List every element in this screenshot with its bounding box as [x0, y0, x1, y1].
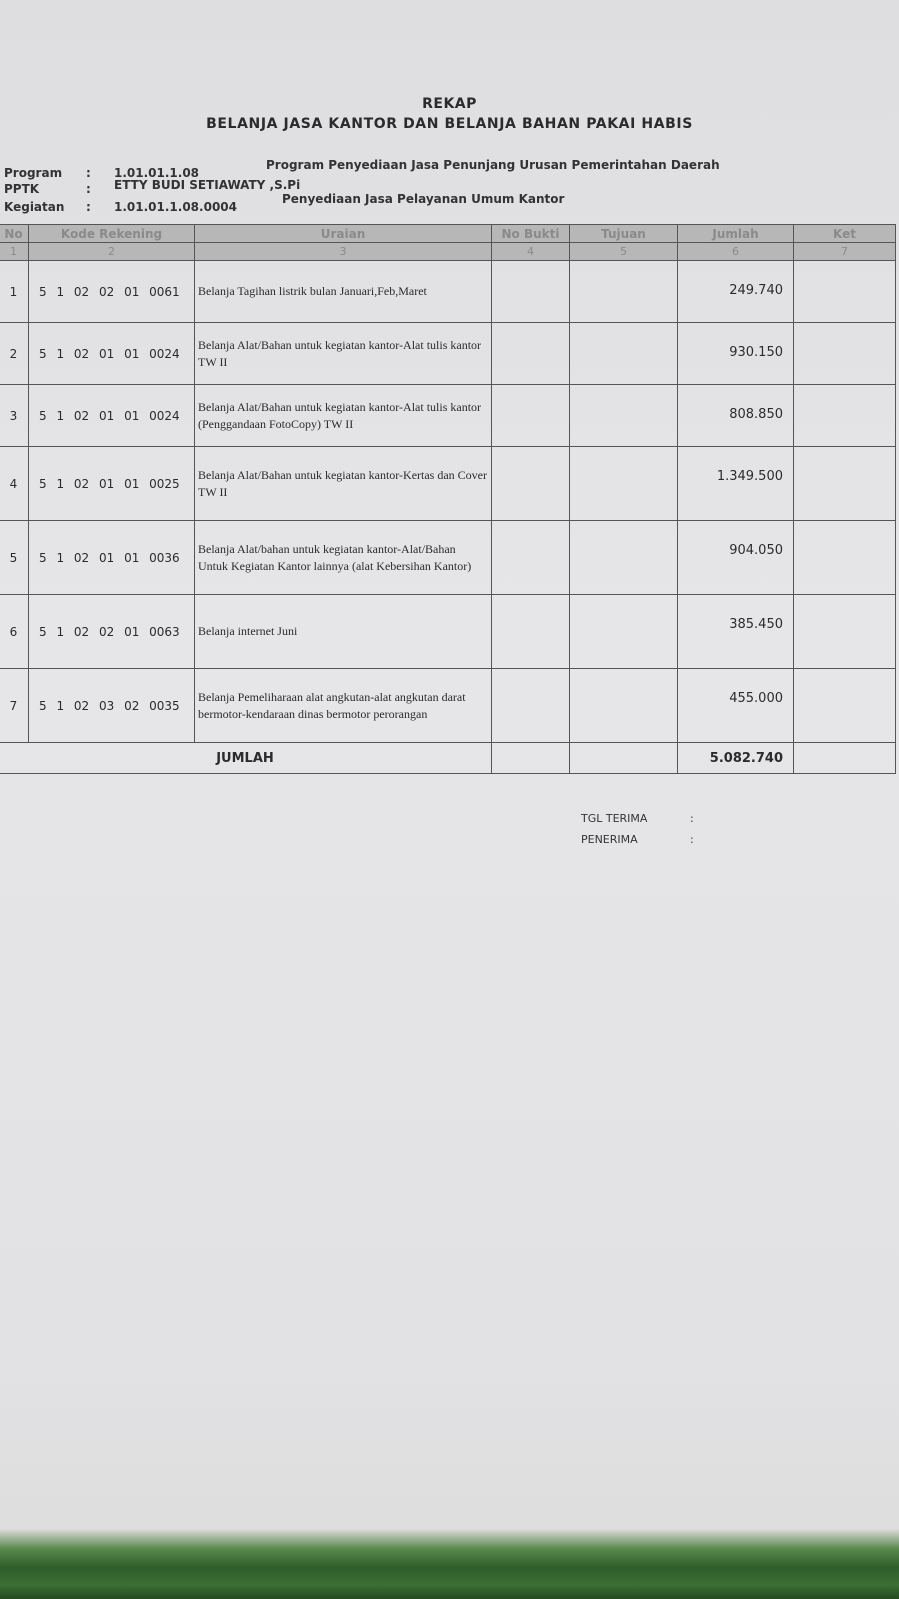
tgl-terima-colon: :	[690, 812, 694, 825]
col-number: 5	[570, 243, 678, 261]
row-uraian: Belanja Pemeliharaan alat angkutan-alat angkutan darat bermotor-kendaraan dinas bermotor perorangan	[195, 669, 492, 743]
row-no: 2	[0, 323, 29, 385]
col-header-jumlah: Jumlah	[678, 225, 794, 243]
row-no: 1	[0, 261, 29, 323]
col-header-ket: Ket	[794, 225, 896, 243]
total-label: JUMLAH	[0, 743, 492, 774]
total-nobukti	[492, 743, 570, 774]
penerima-colon: :	[690, 833, 694, 846]
row-tujuan	[570, 447, 678, 521]
col-number: 6	[678, 243, 794, 261]
row-no: 6	[0, 595, 29, 669]
rekap-table	[0, 224, 896, 774]
row-ket	[794, 385, 896, 447]
document-subtitle: BELANJA JASA KANTOR DAN BELANJA BAHAN PAKAI HABIS	[206, 116, 693, 132]
row-kode: 5 1 02 01 01 0025	[29, 447, 195, 521]
row-uraian: Belanja Alat/bahan untuk kegiatan kantor-Alat/Bahan Untuk Kegiatan Kantor lainnya (alat Kebersihan Kantor)	[195, 521, 492, 595]
row-nobukti	[492, 447, 570, 521]
col-header-nobukti: No Bukti	[492, 225, 570, 243]
row-tujuan	[570, 669, 678, 743]
row-ket	[794, 261, 896, 323]
row-kode: 5 1 02 01 01 0036	[29, 521, 195, 595]
row-jumlah: 1.349.500	[678, 447, 794, 521]
row-tujuan	[570, 595, 678, 669]
kegiatan-colon: :	[86, 200, 91, 214]
row-nobukti	[492, 323, 570, 385]
kegiatan-code: 1.01.01.1.08.0004	[114, 200, 237, 214]
row-nobukti	[492, 385, 570, 447]
total-row	[0, 743, 896, 774]
row-jumlah: 455.000	[678, 669, 794, 743]
row-tujuan	[570, 385, 678, 447]
table-row	[0, 323, 896, 385]
program-colon: :	[86, 166, 91, 180]
row-tujuan	[570, 521, 678, 595]
row-nobukti	[492, 521, 570, 595]
row-uraian: Belanja internet Juni	[195, 595, 492, 669]
row-ket	[794, 669, 896, 743]
row-nobukti	[492, 595, 570, 669]
col-number: 7	[794, 243, 896, 261]
program-code: 1.01.01.1.08	[114, 166, 200, 180]
row-jumlah: 385.450	[678, 595, 794, 669]
row-no: 7	[0, 669, 29, 743]
kegiatan-desc: Penyediaan Jasa Pelayanan Umum Kantor	[282, 192, 565, 206]
col-header-uraian: Uraian	[195, 225, 492, 243]
row-no: 3	[0, 385, 29, 447]
row-uraian: Belanja Alat/Bahan untuk kegiatan kantor-Kertas dan Cover TW II	[195, 447, 492, 521]
row-tujuan	[570, 323, 678, 385]
col-header-no: No	[0, 225, 29, 243]
row-no: 4	[0, 447, 29, 521]
kegiatan-label: Kegiatan	[4, 200, 65, 214]
row-uraian: Belanja Tagihan listrik bulan Januari,Feb,Maret	[195, 261, 492, 323]
row-nobukti	[492, 669, 570, 743]
col-header-tujuan: Tujuan	[570, 225, 678, 243]
table-row	[0, 595, 896, 669]
row-jumlah: 930.150	[678, 323, 794, 385]
row-no: 5	[0, 521, 29, 595]
row-kode: 5 1 02 02 01 0061	[29, 261, 195, 323]
row-ket	[794, 521, 896, 595]
col-number: 2	[29, 243, 195, 261]
row-kode: 5 1 02 02 01 0063	[29, 595, 195, 669]
program-desc: Program Penyediaan Jasa Penunjang Urusan Pemerintahan Daerah	[266, 158, 720, 172]
table-row	[0, 261, 896, 323]
total-ket	[794, 743, 896, 774]
pptk-name: ETTY BUDI SETIAWATY ,S.Pi	[114, 178, 301, 192]
table-row	[0, 447, 896, 521]
row-ket	[794, 323, 896, 385]
row-kode: 5 1 02 01 01 0024	[29, 385, 195, 447]
row-jumlah: 808.850	[678, 385, 794, 447]
row-ket	[794, 595, 896, 669]
program-label: Program	[4, 166, 63, 180]
row-nobukti	[492, 261, 570, 323]
col-header-kode: Kode Rekening	[29, 225, 195, 243]
table-row	[0, 521, 896, 595]
row-jumlah: 904.050	[678, 521, 794, 595]
total-tujuan	[570, 743, 678, 774]
pptk-colon: :	[86, 182, 91, 196]
row-jumlah: 249.740	[678, 261, 794, 323]
table-row	[0, 669, 896, 743]
row-kode: 5 1 02 01 01 0024	[29, 323, 195, 385]
row-tujuan	[570, 261, 678, 323]
row-ket	[794, 447, 896, 521]
pptk-label: PPTK	[4, 182, 40, 196]
row-uraian: Belanja Alat/Bahan untuk kegiatan kantor-Alat tulis kantor TW II	[195, 323, 492, 385]
col-number: 3	[195, 243, 492, 261]
penerima-label: PENERIMA	[581, 833, 638, 846]
row-kode: 5 1 02 03 02 0035	[29, 669, 195, 743]
table-header-row	[0, 225, 896, 243]
col-number: 1	[0, 243, 29, 261]
document-title: REKAP	[422, 96, 477, 112]
row-uraian: Belanja Alat/Bahan untuk kegiatan kantor-Alat tulis kantor (Penggandaan FotoCopy) TW II	[195, 385, 492, 447]
table-number-row	[0, 243, 896, 261]
meta-kegiatan	[4, 192, 894, 216]
background-grass	[0, 1529, 899, 1599]
tgl-terima-label: TGL TERIMA	[581, 812, 648, 825]
total-value: 5.082.740	[678, 743, 794, 774]
table-row	[0, 385, 896, 447]
col-number: 4	[492, 243, 570, 261]
